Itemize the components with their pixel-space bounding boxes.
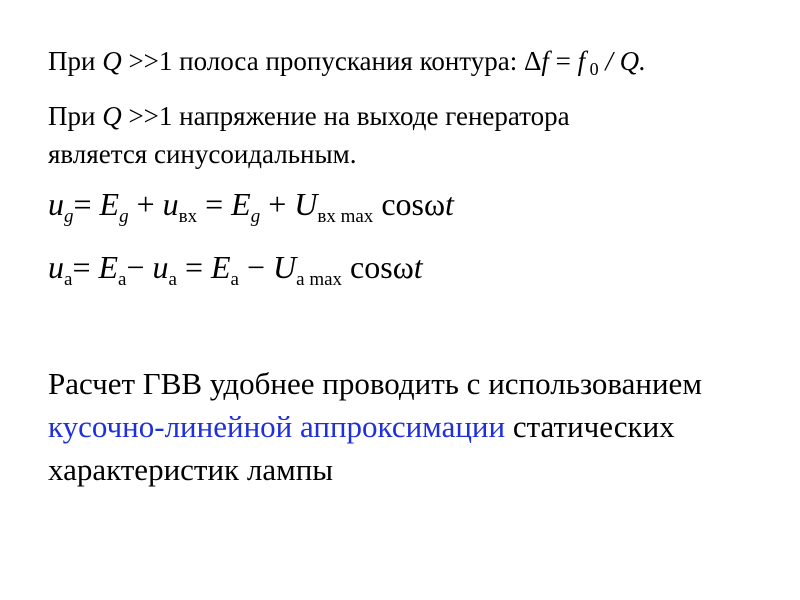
u-symbol: u — [48, 249, 64, 285]
e-symbol: E — [231, 186, 251, 222]
text-fragment: При — [48, 101, 103, 131]
vx-max-subscript: вх max — [317, 206, 374, 227]
cosine-term: cosω — [342, 249, 414, 285]
paragraph-text: статических характеристик лампы — [48, 409, 675, 487]
bandwidth-statement — [48, 46, 646, 77]
q-symbol: Q — [619, 46, 640, 76]
u-amplitude-symbol: U — [294, 186, 318, 222]
g-subscript: g — [250, 206, 261, 227]
text-fragment: >>1 полоса пропускания контура: — [121, 46, 524, 76]
a-max-subscript: a max — [296, 269, 343, 290]
a-subscript: a — [64, 269, 73, 290]
q-symbol: Q — [102, 101, 122, 131]
g-subscript: g — [119, 206, 129, 227]
operator: = — [73, 186, 100, 222]
operator: = — [197, 186, 232, 222]
a-subscript: a — [168, 269, 177, 290]
calculation-paragraph — [48, 362, 748, 491]
period: . — [639, 46, 646, 76]
e-symbol: E — [99, 186, 120, 222]
highlighted-term: кусочно-линейной аппроксимации — [48, 409, 506, 444]
equals-sign: = — [548, 46, 578, 76]
a-subscript: a — [230, 269, 239, 290]
anode-voltage-equation — [48, 249, 423, 290]
operator: = — [72, 249, 99, 285]
u-symbol: u — [162, 186, 179, 222]
grid-voltage-equation — [48, 186, 454, 227]
f-symbol: f — [541, 46, 549, 76]
q-symbol: Q — [102, 46, 122, 76]
a-subscript: a — [118, 269, 127, 290]
t-symbol: t — [445, 186, 454, 222]
text-fragment: >>1 напряжение на выходе генератора — [121, 101, 570, 131]
vx-subscript: вх — [178, 206, 198, 227]
e-symbol: E — [98, 249, 119, 285]
delta-symbol: Δ — [523, 46, 542, 76]
u-amplitude-symbol: U — [273, 249, 297, 285]
sinusoidal-statement — [48, 97, 570, 173]
operator: + — [128, 186, 163, 222]
operator: − — [126, 249, 153, 285]
f0-symbol: f — [577, 46, 586, 76]
t-symbol: t — [413, 249, 423, 285]
operator: − — [238, 249, 274, 285]
cosine-term: cosω — [373, 186, 446, 222]
text-fragment: является синусоидальным. — [48, 139, 357, 169]
e-symbol: E — [211, 249, 231, 285]
u-symbol: u — [48, 186, 64, 222]
slash-symbol: / — [598, 46, 620, 76]
g-subscript: g — [64, 206, 74, 227]
text-fragment: При — [48, 46, 103, 76]
paragraph-text: Расчет ГВВ удобнее проводить с использованием — [48, 366, 702, 401]
operator: + — [260, 186, 295, 222]
u-symbol: u — [152, 249, 169, 285]
f0-subscript: 0 — [585, 59, 599, 79]
operator: = — [176, 249, 211, 285]
